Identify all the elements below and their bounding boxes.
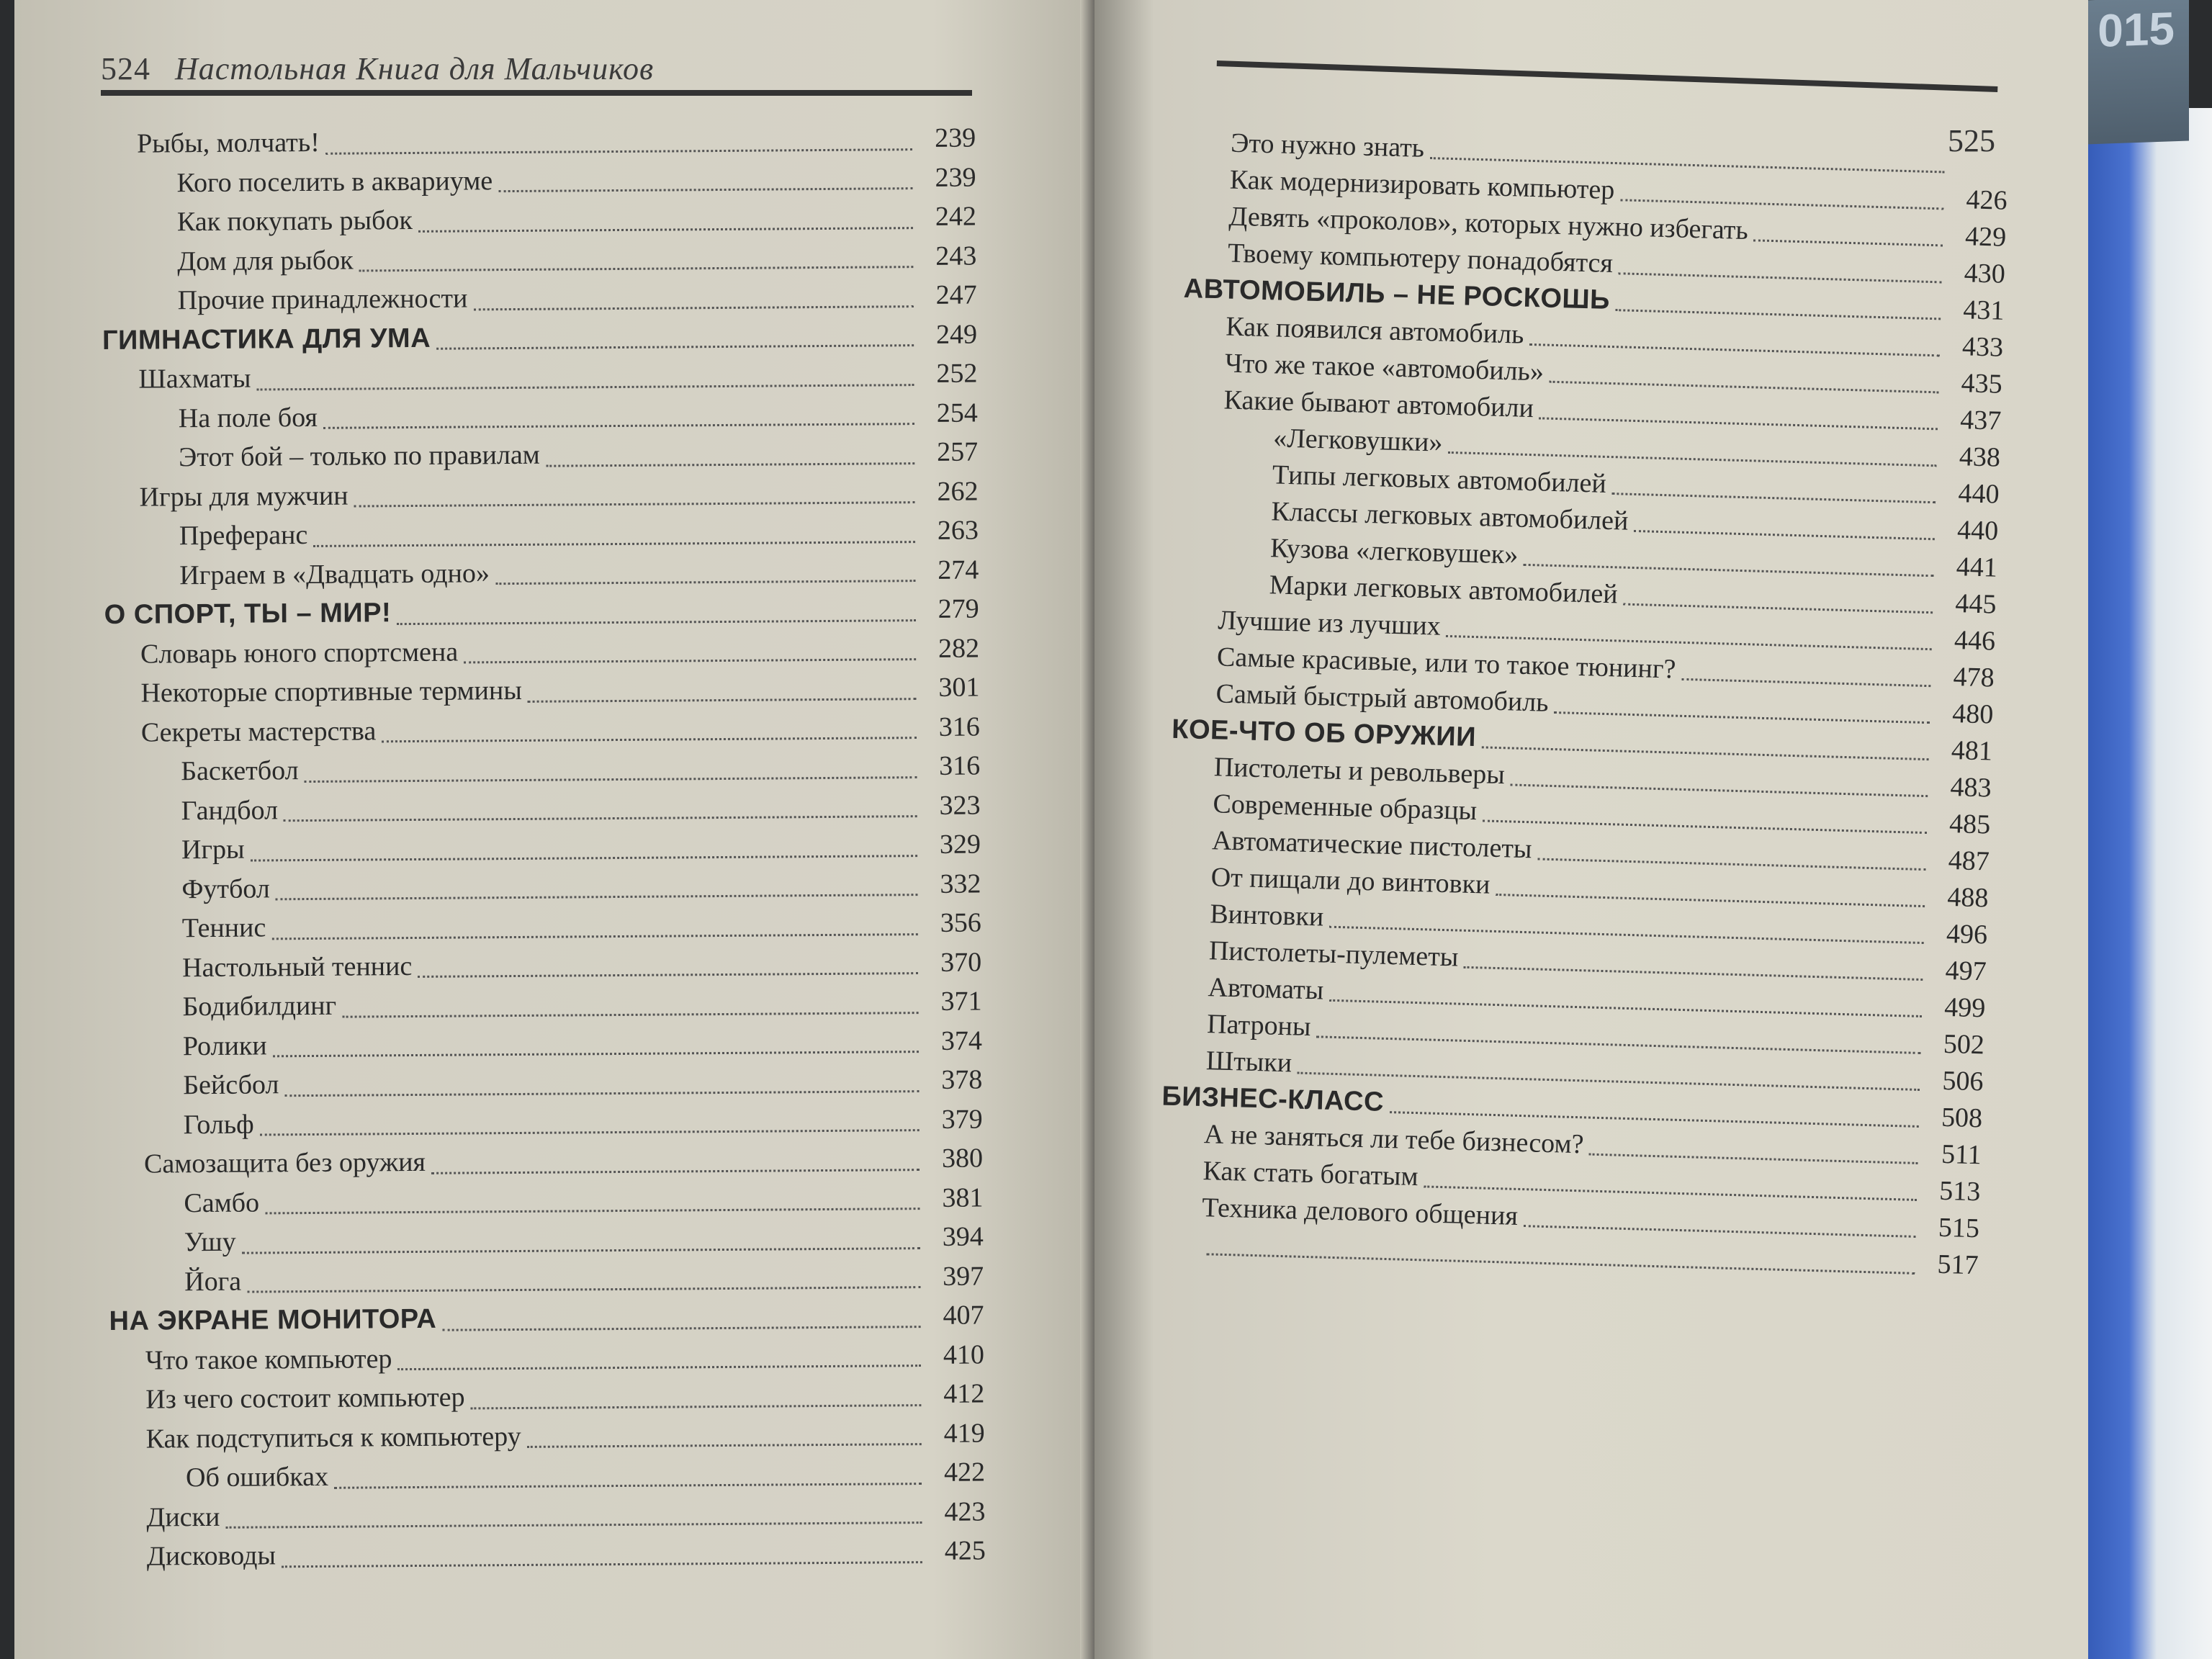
dot-leader: [1554, 711, 1930, 724]
toc-entry-title: Какие бывают автомобили: [1223, 385, 1534, 424]
dot-leader: [1634, 530, 1935, 540]
toc-entry-page: 282: [938, 633, 980, 664]
toc-entry-page: 378: [941, 1064, 983, 1095]
toc-entry-title: КОЕ-ЧТО ОБ ОРУЖИИ: [1171, 714, 1477, 753]
toc-entry-title: Гольф: [183, 1109, 254, 1140]
dot-leader: [1496, 894, 1925, 907]
toc-entry-title: Что же такое «автомобиль»: [1224, 348, 1545, 387]
toc-entry-page: 242: [935, 201, 977, 232]
toc-entry-title: Марки легковых автомобилей: [1269, 570, 1619, 610]
toc-entry-title: Лучшие из лучших: [1217, 605, 1442, 642]
toc-entry-title: Как появился автомобиль: [1225, 311, 1525, 350]
toc-entry: [108, 1142, 983, 1187]
toc-entry-title: Гандбол: [181, 794, 279, 826]
dot-leader: [436, 344, 914, 350]
toc-entry-title: Футбол: [181, 873, 270, 904]
toc-entry-title: Шахматы: [138, 363, 251, 395]
toc-entry: [109, 1339, 984, 1384]
toc-entry-title: ГИМНАСТИКА ДЛЯ УМА: [102, 323, 431, 356]
toc-entry-page: 239: [935, 162, 976, 193]
dot-leader: [498, 187, 912, 192]
toc-entry: [110, 1496, 985, 1541]
toc-entry: [106, 868, 981, 913]
toc-entry-page: 515: [1938, 1212, 1980, 1244]
left-page-header: [101, 50, 972, 96]
toc-entry-title: Твоему компьютеру понадобятся: [1227, 238, 1614, 279]
toc-entry-page: 426: [1966, 184, 2008, 216]
toc-entry-page: 496: [1946, 918, 1988, 950]
toc-entry-title: Как стать богатым: [1202, 1156, 1419, 1192]
dot-leader: [1464, 966, 1923, 981]
toc-entry-title: От пищали до винтовки: [1210, 862, 1491, 900]
toc-entry-title: Диски: [146, 1501, 220, 1533]
toc-entry-page: 437: [1959, 405, 2002, 436]
toc-entry-title: Штыки: [1205, 1046, 1292, 1079]
dot-leader: [1589, 1154, 1917, 1164]
toc-entry-title: Самозащита без оружия: [143, 1146, 426, 1179]
toc-entry-page: 497: [1945, 955, 1987, 987]
dot-leader: [1550, 381, 1939, 394]
dot-leader: [225, 1521, 922, 1529]
dot-leader: [1482, 746, 1929, 760]
toc-entry-page: 252: [936, 358, 978, 389]
toc-entry: [111, 1534, 986, 1580]
background-book-label: 015: [2098, 2, 2175, 57]
toc-entry-page: 435: [1961, 368, 2003, 400]
toc-entry-page: 263: [937, 515, 979, 546]
toc-entry: [104, 632, 979, 678]
toc-entry-page: 499: [1943, 992, 1986, 1024]
dot-leader: [1537, 858, 1925, 871]
toc-entry-title: Из чего состоит компьютер: [145, 1382, 465, 1415]
toc-list-left: [101, 122, 986, 1581]
toc-list-right: [1157, 126, 2008, 1286]
dot-leader: [1623, 603, 1933, 614]
toc-entry-title: Игры: [181, 834, 245, 866]
dot-leader: [354, 501, 915, 507]
toc-entry-page: 410: [943, 1339, 985, 1370]
toc-entry: [102, 358, 977, 403]
dot-leader: [260, 1129, 920, 1136]
toc-entry-page: 423: [944, 1496, 986, 1527]
right-page-number: 525: [1948, 123, 1995, 158]
toc-entry-title: Это нужно знать: [1230, 127, 1425, 163]
toc-entry-title: Настольный теннис: [181, 950, 413, 983]
toc-entry-page: 371: [940, 986, 982, 1017]
toc-entry-title: Ролики: [182, 1030, 267, 1061]
dot-leader: [1539, 417, 1938, 430]
toc-entry-page: 254: [936, 397, 978, 428]
dot-leader: [1611, 493, 1936, 503]
dot-leader: [418, 227, 913, 233]
toc-entry: [108, 1103, 983, 1148]
toc-entry-page: 381: [942, 1182, 984, 1213]
toc-entry-title: Об ошибках: [185, 1461, 329, 1493]
toc-entry-page: 478: [1953, 662, 1995, 693]
dot-leader: [342, 1012, 918, 1018]
toc-entry-page: 394: [942, 1221, 984, 1252]
toc-entry-title: Самые красивые, или то такое тюнинг?: [1216, 642, 1676, 685]
toc-entry-page: 356: [940, 907, 981, 938]
dot-leader: [418, 972, 918, 978]
toc-entry-page: 243: [935, 240, 977, 271]
toc-entry-page: 508: [1941, 1102, 1983, 1134]
toc-entry-title: Современные образцы: [1212, 788, 1478, 827]
toc-entry-title: Секреты мастерства: [140, 715, 377, 748]
toc-entry: [104, 593, 979, 639]
dot-leader: [473, 305, 913, 310]
toc-entry-page: 301: [938, 672, 980, 703]
toc-entry-title: Типы легковых автомобилей: [1272, 459, 1607, 499]
toc-entry-title: Играем в «Двадцать одно»: [179, 557, 490, 590]
toc-entry-page: 440: [1958, 478, 2000, 510]
toc-entry-page: 488: [1946, 881, 1989, 914]
toc-entry: [104, 671, 979, 716]
toc-entry: [110, 1456, 985, 1501]
dot-leader: [397, 619, 916, 625]
dot-leader: [1524, 564, 1934, 577]
dot-leader: [527, 1443, 922, 1448]
toc-entry-title: Кузова «легковушек»: [1269, 533, 1519, 570]
dot-leader: [273, 1051, 919, 1057]
toc-entry-page: 441: [1956, 552, 1998, 583]
toc-entry-page: 274: [938, 554, 979, 585]
toc-entry-title: Автоматы: [1208, 972, 1324, 1006]
dot-leader: [271, 933, 917, 940]
toc-entry: [106, 828, 981, 873]
dot-leader: [1616, 309, 1941, 320]
dot-leader: [546, 462, 914, 467]
toc-entry-page: 412: [943, 1378, 985, 1409]
toc-entry: [103, 475, 978, 521]
toc-entry-title: Рыбы, молчать!: [137, 127, 320, 159]
dot-leader: [1523, 1225, 1915, 1238]
dot-leader: [282, 1561, 922, 1568]
dot-leader: [1620, 199, 1943, 210]
toc-entry-page: 502: [1943, 1028, 1985, 1061]
toc-entry-page: 425: [944, 1535, 986, 1566]
toc-entry: [109, 1299, 984, 1344]
toc-entry-page: 323: [939, 789, 981, 821]
toc-entry-page: 422: [943, 1457, 986, 1488]
toc-entry-page: 316: [938, 711, 980, 742]
toc-entry-page: 407: [943, 1300, 984, 1331]
toc-entry: [107, 1025, 982, 1070]
toc-entry-title: Игры для мужчин: [139, 480, 349, 513]
left-page-number: 524: [101, 51, 150, 86]
toc-entry: [102, 240, 976, 285]
toc-entry: [107, 1064, 982, 1109]
dot-leader: [431, 1169, 920, 1174]
toc-entry-title: Бейсбол: [183, 1069, 279, 1101]
toc-entry: [105, 711, 980, 756]
toc-entry-title: Прочие принадлежности: [177, 283, 468, 316]
toc-entry: [107, 946, 981, 992]
toc-entry-page: 446: [1954, 625, 1996, 657]
toc-entry-title: НА ЭКРАНЕ МОНИТОРА: [109, 1303, 437, 1336]
toc-entry-title: А не заняться ли тебе бизнесом?: [1203, 1119, 1584, 1160]
toc-entry-title: О СПОРТ, ТЫ – МИР!: [104, 598, 392, 630]
toc-entry: [104, 515, 979, 560]
toc-entry: [101, 122, 976, 168]
dot-leader: [398, 1364, 922, 1370]
dot-leader: [1529, 343, 1940, 356]
toc-entry-page: 431: [1962, 295, 2005, 326]
toc-entry-title: Словарь юного спортсмена: [140, 637, 459, 670]
toc-entry-title: На поле боя: [178, 402, 318, 433]
toc-entry-page: 419: [943, 1417, 985, 1449]
left-page: [14, 0, 1094, 1659]
toc-entry: [101, 161, 976, 207]
dot-leader: [464, 658, 916, 663]
dot-leader: [1753, 239, 1943, 246]
toc-entry-page: 480: [1951, 698, 1994, 730]
toc-entry: [107, 985, 981, 1030]
dot-leader: [265, 1208, 920, 1214]
dot-leader: [276, 894, 918, 900]
toc-entry-title: Самый быстрый автомобиль: [1215, 678, 1550, 718]
toc-entry-title: Некоторые спортивные термины: [140, 675, 522, 709]
toc-entry-page: 316: [939, 750, 981, 781]
toc-entry: [103, 436, 978, 482]
toc-entry-page: 506: [1941, 1065, 1984, 1097]
dot-leader: [325, 148, 912, 155]
toc-entry-title: Классы легковых автомобилей: [1270, 496, 1629, 536]
dot-leader: [1681, 678, 1930, 687]
toc-entry: [105, 789, 980, 835]
toc-entry-title: Баскетбол: [181, 755, 299, 787]
toc-entry-page: 440: [1956, 515, 1999, 547]
toc-entry-title: Пистолеты-пулеметы: [1208, 935, 1459, 973]
toc-entry-page: 397: [943, 1260, 984, 1292]
toc-entry-page: 513: [1938, 1175, 1981, 1208]
toc-entry-page: 247: [935, 279, 977, 310]
toc-entry-title: БИЗНЕС-КЛАСС: [1161, 1081, 1385, 1118]
toc-entry: [102, 279, 977, 325]
toc-entry-title: Бодибилдинг: [182, 990, 337, 1022]
toc-entry-page: 483: [1949, 771, 1992, 804]
dot-leader: [471, 1404, 922, 1409]
toc-entry-page: 511: [1941, 1138, 1982, 1171]
dot-leader: [285, 1090, 920, 1097]
running-title: Настольная Книга для Мальчиков: [175, 51, 655, 86]
toc-entry-title: Преферанс: [179, 520, 308, 552]
toc-entry: [102, 201, 976, 246]
toc-entry: [109, 1260, 984, 1305]
toc-entry-page: 332: [940, 868, 981, 899]
dot-leader: [257, 384, 914, 390]
toc-entry-page: 279: [938, 593, 979, 624]
toc-entry-title: Дом для рыбок: [177, 245, 354, 276]
toc-entry-page: 379: [941, 1103, 983, 1135]
toc-entry-title: Как покупать рыбок: [176, 204, 413, 238]
dot-leader: [284, 815, 917, 822]
toc-entry-title: Винтовки: [1209, 899, 1324, 932]
toc-entry-title: Самбо: [184, 1187, 260, 1218]
toc-entry-page: 329: [939, 829, 981, 860]
dot-leader: [495, 580, 915, 585]
toc-entry-page: 517: [1937, 1249, 1979, 1281]
toc-entry-title: Йога: [184, 1266, 242, 1297]
toc-entry: [109, 1377, 984, 1423]
toc-entry-title: Как модернизировать компьютер: [1229, 164, 1615, 206]
background-blue-surface: [2074, 108, 2212, 1659]
toc-entry-title: Этот бой – только по правилам: [179, 439, 540, 473]
dot-leader: [1446, 635, 1931, 650]
dot-leader: [323, 423, 914, 429]
toc-entry-page: 485: [1948, 808, 1991, 840]
toc-entry: [109, 1220, 984, 1266]
dot-leader: [359, 266, 914, 271]
toc-entry-page: 257: [937, 436, 979, 467]
toc-entry-page: 445: [1954, 588, 1997, 620]
toc-entry-title: Кого поселить в аквариуме: [176, 165, 493, 198]
dot-leader: [242, 1247, 920, 1254]
toc-entry-title: Патроны: [1206, 1009, 1312, 1043]
toc-entry: [110, 1417, 985, 1462]
toc-entry-title: АВТОМОБИЛЬ – НЕ РОСКОШЬ: [1183, 273, 1611, 315]
toc-entry-title: «Легковушки»: [1272, 423, 1444, 458]
toc-entry: [102, 318, 977, 364]
toc-entry: [107, 907, 981, 952]
toc-entry-title: Техника делового общения: [1201, 1192, 1519, 1231]
toc-entry-page: 374: [940, 1025, 983, 1056]
dot-leader: [251, 855, 917, 861]
toc-entry: [104, 554, 979, 599]
toc-entry-title: Что такое компьютер: [145, 1343, 392, 1376]
toc-entry-title: Ушу: [184, 1226, 236, 1258]
dot-leader: [1510, 783, 1928, 797]
toc-entry-page: 262: [937, 476, 979, 507]
dot-leader: [1483, 819, 1927, 834]
toc-entry: [103, 397, 978, 442]
toc-entry-page: [1951, 171, 2008, 173]
toc-entry-title: Теннис: [181, 912, 266, 944]
toc-entry-page: 239: [934, 122, 976, 153]
dot-leader: [1619, 272, 1942, 283]
dot-leader: [1424, 1185, 1917, 1201]
dot-leader: [528, 698, 917, 703]
toc-entry-page: 370: [940, 946, 982, 978]
toc-entry-page: 433: [1961, 331, 2004, 363]
toc-entry-title: Девять «проколов», которых нужно избегать: [1228, 201, 1749, 246]
toc-entry-page: 481: [1951, 734, 1993, 767]
toc-entry-page: 438: [1959, 441, 2001, 473]
toc-entry-page: 380: [941, 1143, 984, 1174]
toc-entry-page: 429: [1964, 221, 2007, 253]
dot-leader: [334, 1483, 922, 1489]
toc-entry-title: Дисководы: [146, 1540, 276, 1572]
toc-entry: [105, 750, 980, 795]
toc-entry-title: Автоматические пистолеты: [1211, 825, 1533, 865]
dot-leader: [305, 776, 917, 783]
dot-leader: [382, 737, 917, 742]
toc-entry-title: Пистолеты и револьверы: [1213, 752, 1506, 791]
toc-entry-page: 249: [935, 319, 978, 350]
dot-leader: [247, 1286, 920, 1293]
toc-entry: [108, 1182, 983, 1227]
dot-leader: [1448, 451, 1937, 467]
dot-leader: [313, 541, 915, 547]
toc-entry-page: 487: [1948, 845, 1990, 877]
toc-entry-page: 430: [1964, 258, 2006, 289]
dot-leader: [442, 1326, 920, 1331]
toc-entry-title: Как подступиться к компьютеру: [145, 1421, 521, 1455]
